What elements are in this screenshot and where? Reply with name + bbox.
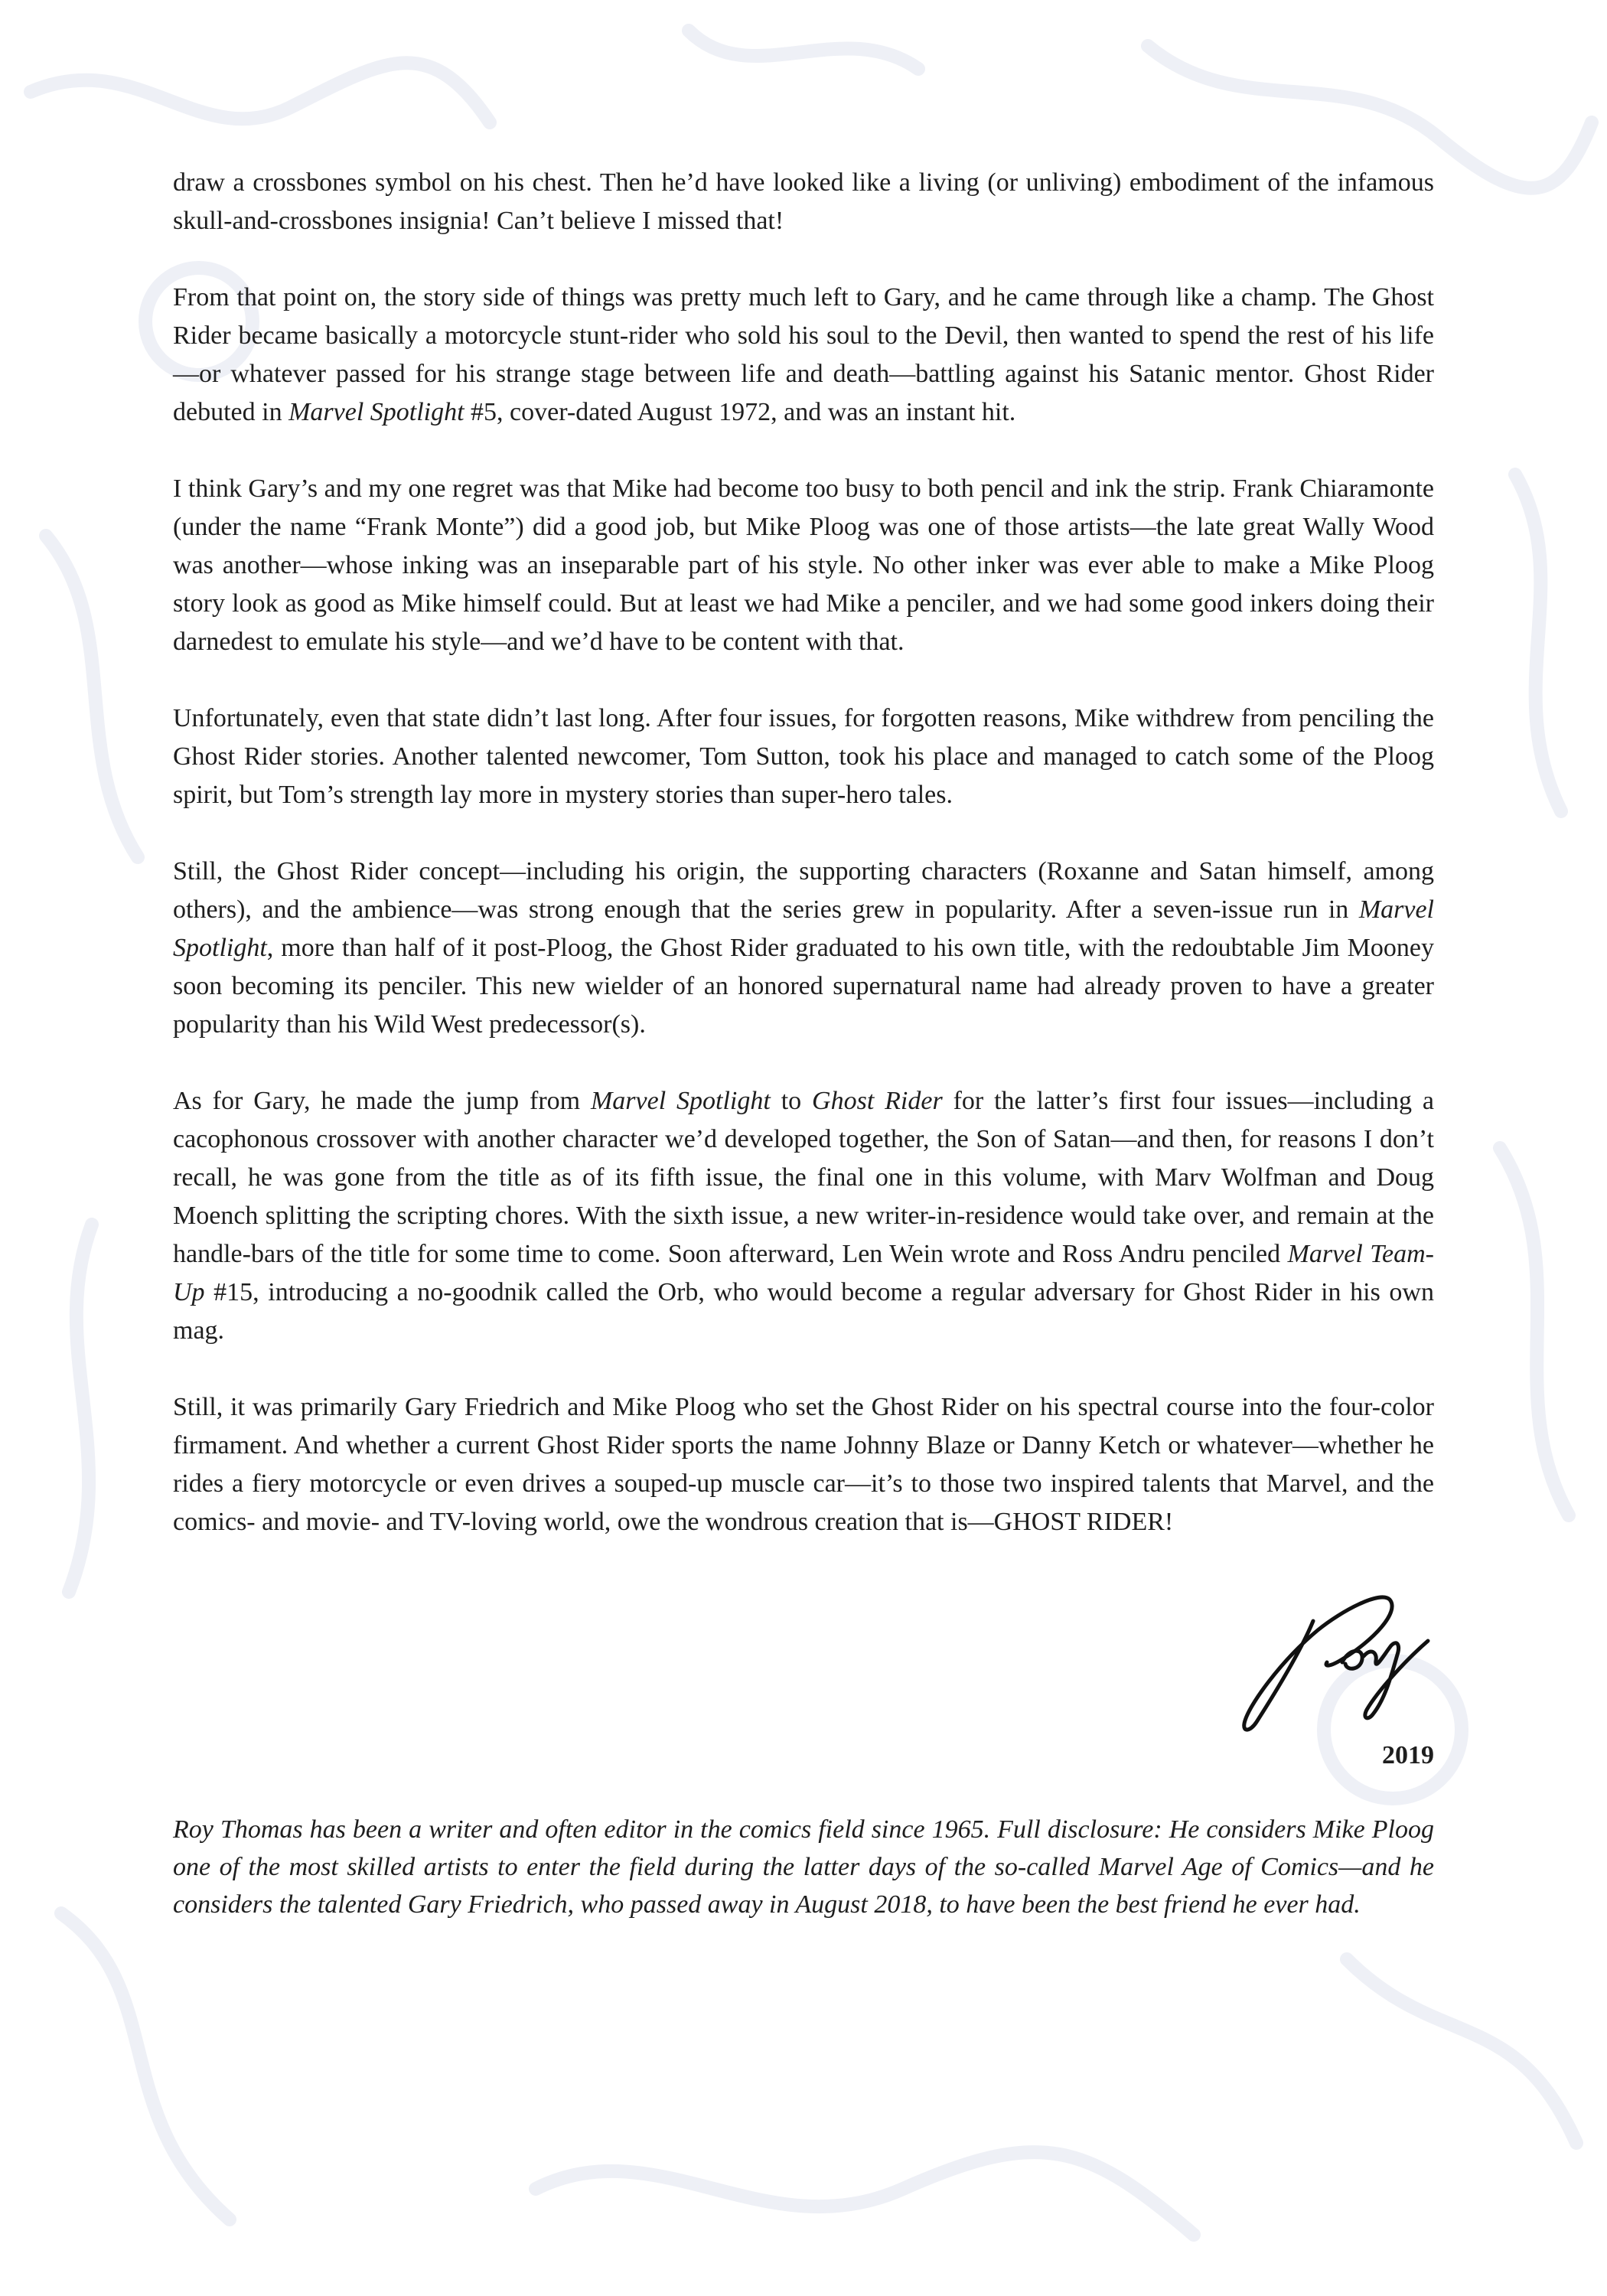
article-body <box>173 164 1434 1923</box>
author-bio: Roy Thomas has been a writer and often editor in the comics field since 1965. Full disclosure: He considers Mike Ploog one of the most skilled artists to enter the field during the latter days of the so-called Marvel Age of Comics—and he considers the talented Gary Friedrich, who passed away in August 2018, to have been the best friend he ever had. <box>173 1815 1434 1919</box>
paragraph: As for Gary, he made the jump from Marvel Spotlight to Ghost Rider for the latter’s first four issues—including a cacophonous crossover with another character we’d developed together, the Son of Satan—and then, for reasons I don’t recall, he was gone from the title as of its fifth issue, the final one in this volume, with Marv Wolfman and Doug Moench splitting the scripting chores. With the sixth issue, a new writer-in-residence would take over, and remain at the handle-bars of the title for some time to come. Soon afterward, Len Wein wrote and Ross Andru penciled Marvel Team-Up #15, introducing a no-goodnik called the Orb, who would become a regular adversary for Ghost Rider in his own mag. <box>173 1087 1435 1345</box>
italic-title: Ghost Rider <box>812 1087 943 1115</box>
paragraph: I think Gary’s and my one regret was that Mike had become too busy to both pencil and ink the strip. Frank Chiaramonte (under the name “Frank Monte”) did a good job, but Mike Ploog was one of those artists—the late great Wally Wood was another—whose inking was an inseparable part of his style. No other inker was ever able to make a Mike Ploog story look as good as Mike himself could. But at least we had Mike a penciler, and we had some good inkers doing their darnedest to emulate his style—and we’d have to be content with that. <box>173 475 1434 656</box>
italic-title: Marvel Spotlight <box>590 1087 771 1115</box>
paragraph: Unfortunately, even that state didn’t last long. After four issues, for forgotten reasons, Mike withdrew from penciling the Ghost Rider stories. Another talented newcomer, Tom Sutton, took his place and managed to catch some of the Ploog spirit, but Tom’s strength lay more in mystery stories than super-hero tales. <box>173 704 1434 809</box>
signature-year: 2019 <box>1382 1741 1434 1769</box>
italic-title: Marvel Spotlight <box>173 895 1434 962</box>
italic-title: Marvel Team-Up <box>173 1240 1435 1306</box>
italic-title: Marvel Spotlight <box>288 398 464 426</box>
paragraph: Still, it was primarily Gary Friedrich and Mike Ploog who set the Ghost Rider on his spectral course into the four-color firmament. And whether a current Ghost Rider sports the name Johnny Blaze or Danny Ketch or whatever—whether he rides a fiery motorcycle or even drives a souped-up muscle car—it’s to those two inspired talents that Marvel, and the comics- and movie- and TV-loving world, owe the wondrous creation that is—GHOST RIDER! <box>173 1393 1434 1536</box>
paragraph: Still, the Ghost Rider concept—including his origin, the supporting characters (Roxanne and Satan himself, among others), and the ambience—was strong enough that the series grew in popularity. After a seven-issue run in Marvel Spotlight, more than half of it post-Ploog, the Ghost Rider graduated to his own title, with the redoubtable Jim Mooney soon becoming its penciler. This new wielder of an honored supernatural name had already proven to have a greater popularity than his Wild West predecessor(s). <box>173 857 1434 1039</box>
paragraph-list <box>173 164 1434 1541</box>
handwritten-signature <box>1227 1577 1434 1737</box>
paragraph: draw a crossbones symbol on his chest. Then he’d have looked like a living (or unliving) embodiment of the infamous skull-and-crossbones insignia! Can’t believe I missed that! <box>173 168 1434 235</box>
paragraph: From that point on, the story side of things was pretty much left to Gary, and he came through like a champ. The Ghost Rider became basically a motorcycle stunt-rider who sold his soul to the Devil, then wanted to spend the rest of his life—or whatever passed for his strange stage between life and death—battling against his Satanic mentor. Ghost Rider debuted in Marvel Spotlight #5, cover-dated August 1972, and was an instant hit. <box>173 283 1434 426</box>
signature-block <box>173 1577 1434 1737</box>
